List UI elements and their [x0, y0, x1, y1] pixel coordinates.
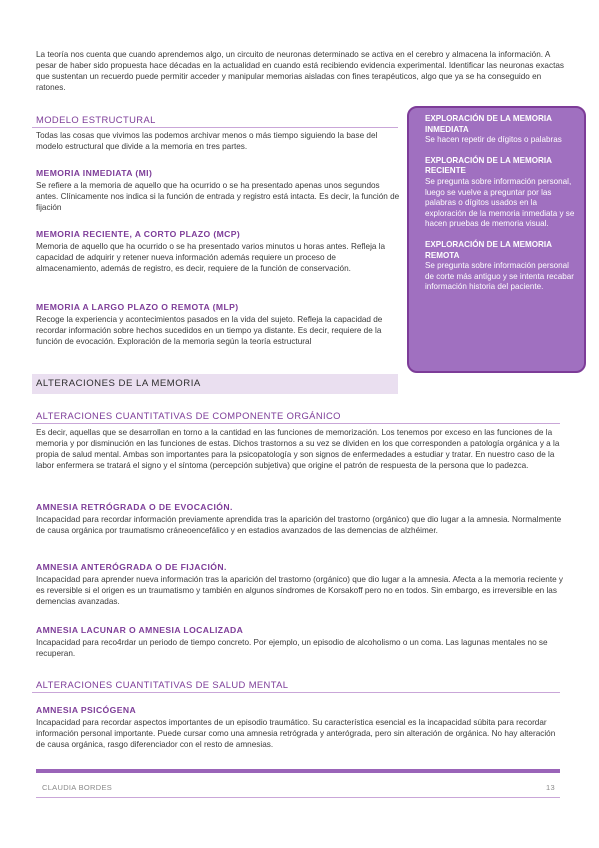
alteraciones-organico-heading: ALTERACIONES CUANTITATIVAS DE COMPONENTE ORGÁNICO	[32, 408, 560, 424]
amnesia-psicogena-text: Incapacidad para recordar aspectos importantes de un episodio traumático. Su característica esencial es la incapacidad súbita para recordar información personal importante. Puede cursar como una amnesia retrógrada y anterógrada, pero sin alteración de orgánica. No hay alteración de causa orgánica, rasgo diferenciador con el resto de amnesias.	[36, 718, 556, 750]
sidebox-item-inmediata-title: EXPLORACIÓN DE LA MEMORIA INMEDIATA	[425, 114, 552, 134]
exploracion-sidebox	[407, 106, 586, 373]
memoria-largo-plazo-heading: MEMORIA A LARGO PLAZO O REMOTA (MLP)	[36, 302, 239, 312]
sidebox-item-inmediata-text: Se hacen repetir de dígitos o palabras	[425, 135, 562, 145]
alteraciones-salud-mental-heading: ALTERACIONES CUANTITATIVAS DE SALUD MENTAL	[32, 677, 560, 693]
sidebox-item-reciente-title: EXPLORACIÓN DE LA MEMORIA RECIENTE	[425, 155, 552, 176]
amnesia-anterograda-text: Incapacidad para aprender nueva información tras la aparición del trastorno (orgánico) que dio lugar a la amnesia. Afecta a la memoria reciente y es reversible si el origen es un traumatismo y también en algunos síndromes de Korsakoff pero no en todos. Sin embargo, es irreversible en las demencias avanzadas.	[36, 575, 564, 607]
footer-divider	[36, 797, 560, 798]
amnesia-lacunar-heading: AMNESIA LACUNAR O AMNESIA LOCALIZADA	[36, 625, 244, 635]
footer-author: CLAUDIA BORDES	[42, 783, 113, 792]
alteraciones-organico-text: Es decir, aquellas que se desarrollan en torno a la cantidad en las funciones de memorización. Los tenemos por exceso en las funciones de la memoria y por disminución en las funciones de estas. Dichos trastornos a su vez se dividen en los que corresponden a patología orgánica y a la propia de salud mental. Ambas son importantes para la psicopatología y son signos de enfermedades a estudiar y tratar. En nuestro caso de la labor enfermera se tratará el signo y el síntoma (percepción subjetiva) que origine el patrón de respuesta de la persona que lo padezca.	[36, 428, 560, 471]
memoria-largo-plazo-text: Recoge la experiencia y acontecimientos pasados en la vida del sujeto. Refleja la capacidad de recordar información sobre hechos sucedidos en un tiempo ya distante. Es decir, requiere de la función de evocación. Exploración de la memoria según la teoría estructural	[36, 315, 383, 347]
modelo-estructural-heading: MODELO ESTRUCTURAL	[32, 112, 398, 128]
memoria-reciente-text: Memoria de aquello que ha ocurrido o se ha presentado varios minutos u horas antes. Refleja la capacidad de adquirir y retener nueva información además requiere un proceso de almacenamiento, además de registro, es decir, requiere de la función de conservación.	[36, 242, 386, 274]
footer-accent-bar	[36, 769, 560, 773]
sidebox-item-remota-text: Se pregunta sobre información personal de corte más antiguo y se intenta recabar información historia del paciente.	[425, 261, 574, 292]
memoria-inmediata-heading: MEMORIA INMEDIATA (MI)	[36, 168, 153, 178]
amnesia-psicogena-heading: AMNESIA PSICÓGENA	[36, 705, 137, 715]
sidebox-item-remota-title: EXPLORACIÓN DE LA MEMORIA REMOTA	[425, 239, 552, 260]
amnesia-lacunar-text: Incapacidad para reco4rdar un periodo de tiempo concreto. Por ejemplo, un episodio de alcoholismo o un coma. Las lagunas mentales no se recuperan.	[36, 638, 548, 659]
modelo-estructural-text: Todas las cosas que vivimos las podemos archivar menos o más tiempo siguiendo la base del modelo estructural que divide a la memoria en tres partes.	[36, 131, 378, 152]
footer-page-number: 13	[546, 783, 555, 792]
amnesia-anterograda-heading: AMNESIA ANTERÓGRADA O DE FIJACIÓN.	[36, 562, 227, 572]
amnesia-retrograda-text: Incapacidad para recordar información previamente aprendida tras la aparición del trastorno (orgánico) que dio lugar a la amnesia. Normalmente de causa orgánica por traumatismo cráneoencefálico y en estadios avanzados de las demencias de alzhéimer.	[36, 515, 562, 536]
alteraciones-memoria-heading: ALTERACIONES DE LA MEMORIA	[32, 374, 398, 394]
memoria-reciente-heading: MEMORIA RECIENTE, A CORTO PLAZO (MCP)	[36, 229, 241, 239]
memoria-inmediata-text: Se refiere a la memoria de aquello que ha ocurrido o se ha presentado apenas unos segundos antes. Clínicamente nos indica si la función de entrada y registro está intacta. Es decir, la función de fijación	[36, 181, 400, 213]
sidebox-item-reciente-text: Se pregunta sobre información personal, luego se vuelve a preguntar por las palabras o dígitos usados en la exploración de la memoria inmediata y se hacen pruebas de memoria visual.	[425, 176, 575, 229]
amnesia-retrograda-heading: AMNESIA RETRÓGRADA O DE EVOCACIÓN.	[36, 502, 233, 512]
intro-paragraph: La teoría nos cuenta que cuando aprendemos algo, un circuito de neuronas determinado se activa en el cerebro y almacena la información. A pesar de haber sido propuesta hace décadas en la actualidad en cuando está recibiendo evidencia experimental. Identificar las neuronas exactas que sustentan un recuerdo puede permitir acceder y manipular memorias aisladas con fines terapéuticos, algo que ya se ha conseguido en ratones.	[36, 50, 564, 93]
